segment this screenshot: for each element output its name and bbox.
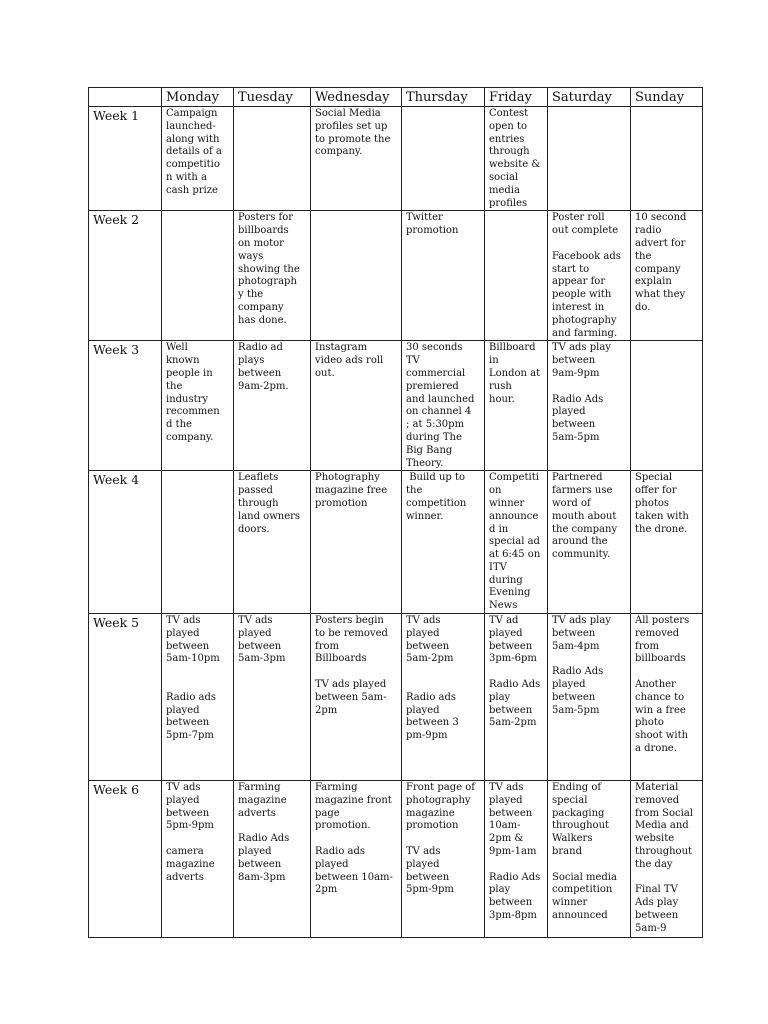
schedule-cell-week5-thursday: TV ads played between 5am-2pm Radio ads played between 3 pm-9pm: [402, 614, 485, 781]
day-header-wednesday: Wednesday: [311, 88, 402, 107]
schedule-cell-week1-tuesday: [234, 107, 311, 211]
schedule-cell-week1-wednesday: Social Media profiles set up to promote the company.: [311, 107, 402, 211]
day-header-monday: Monday: [162, 88, 234, 107]
week-label: Week 4: [89, 471, 162, 614]
schedule-cell-week3-saturday: TV ads play between 9am-9pm Radio Ads played between 5am-5pm: [548, 341, 631, 471]
week-row-3: [89, 341, 703, 471]
schedule-cell-week3-monday: Well known people in the industry recommen d the company.: [162, 341, 234, 471]
schedule-cell-week5-saturday: TV ads play between 5am-4pm Radio Ads played between 5am-5pm: [548, 614, 631, 781]
schedule-cell-week2-monday: [162, 211, 234, 341]
schedule-cell-week1-friday: Contest open to entries through website & social media profiles: [485, 107, 548, 211]
schedule-cell-week6-tuesday: Farming magazine adverts Radio Ads played between 8am-3pm: [234, 781, 311, 938]
schedule-cell-week4-sunday: Special offer for photos taken with the drone.: [631, 471, 703, 614]
schedule-cell-week3-thursday: 30 seconds TV commercial premiered and launched on channel 4 ; at 5:30pm during The Big Bang Theory.: [402, 341, 485, 471]
schedule-cell-week4-wednesday: Photography magazine free promotion: [311, 471, 402, 614]
schedule-cell-week2-saturday: Poster roll out complete Facebook ads start to appear for people with interest in photography and farming.: [548, 211, 631, 341]
schedule-cell-week2-friday: [485, 211, 548, 341]
schedule-cell-week4-tuesday: Leaflets passed through land owners doors.: [234, 471, 311, 614]
day-header-sunday: Sunday: [631, 88, 703, 107]
week-row-6: [89, 781, 703, 938]
day-header-friday: Friday: [485, 88, 548, 107]
header-row: [89, 88, 703, 107]
week-label: Week 1: [89, 107, 162, 211]
schedule-cell-week1-sunday: [631, 107, 703, 211]
schedule-cell-week1-monday: Campaign launched- along with details of a competitio n with a cash prize: [162, 107, 234, 211]
week-row-4: [89, 471, 703, 614]
day-header-thursday: Thursday: [402, 88, 485, 107]
schedule-cell-week6-wednesday: Farming magazine front page promotion. Radio ads played between 10am- 2pm: [311, 781, 402, 938]
corner-cell: [89, 88, 162, 107]
schedule-cell-week3-wednesday: Instagram video ads roll out.: [311, 341, 402, 471]
week-label: Week 5: [89, 614, 162, 781]
schedule-cell-week4-monday: [162, 471, 234, 614]
schedule-cell-week3-tuesday: Radio ad plays between 9am-2pm.: [234, 341, 311, 471]
schedule-cell-week5-sunday: All posters removed from billboards Another chance to win a free photo shoot with a drone.: [631, 614, 703, 781]
schedule-cell-week6-monday: TV ads played between 5pm-9pm camera magazine adverts: [162, 781, 234, 938]
schedule-cell-week2-thursday: Twitter promotion: [402, 211, 485, 341]
week-label: Week 2: [89, 211, 162, 341]
schedule-cell-week5-tuesday: TV ads played between 5am-3pm: [234, 614, 311, 781]
week-row-2: [89, 211, 703, 341]
schedule-cell-week2-tuesday: Posters for billboards on motor ways showing the photograph y the company has done.: [234, 211, 311, 341]
day-header-tuesday: Tuesday: [234, 88, 311, 107]
schedule-cell-week5-monday: TV ads played between 5am-10pm Radio ads played between 5pm-7pm: [162, 614, 234, 781]
day-header-saturday: Saturday: [548, 88, 631, 107]
schedule-cell-week4-thursday: Build up to the competition winner.: [402, 471, 485, 614]
schedule-cell-week6-thursday: Front page of photography magazine promotion TV ads played between 5pm-9pm: [402, 781, 485, 938]
schedule-cell-week6-saturday: Ending of special packaging throughout Walkers brand Social media competition winner announced: [548, 781, 631, 938]
week-row-1: [89, 107, 703, 211]
week-row-5: [89, 614, 703, 781]
schedule-cell-week6-friday: TV ads played between 10am- 2pm & 9pm-1am Radio Ads play between 3pm-8pm: [485, 781, 548, 938]
week-label: Week 6: [89, 781, 162, 938]
schedule-cell-week1-saturday: [548, 107, 631, 211]
schedule-cell-week3-friday: Billboard in London at rush hour.: [485, 341, 548, 471]
schedule-cell-week2-wednesday: [311, 211, 402, 341]
schedule-cell-week6-sunday: Material removed from Social Media and website throughout the day Final TV Ads play between 5am-9: [631, 781, 703, 938]
week-label: Week 3: [89, 341, 162, 471]
schedule-cell-week5-friday: TV ad played between 3pm-6pm Radio Ads play between 5am-2pm: [485, 614, 548, 781]
schedule-cell-week1-thursday: [402, 107, 485, 211]
schedule-cell-week4-friday: Competiti on winner announce d in special ad at 6:45 on ITV during Evening News: [485, 471, 548, 614]
schedule-cell-week5-wednesday: Posters begin to be removed from Billboards TV ads played between 5am- 2pm: [311, 614, 402, 781]
schedule-cell-week3-sunday: [631, 341, 703, 471]
schedule-cell-week4-saturday: Partnered farmers use word of mouth about the company around the community.: [548, 471, 631, 614]
schedule-cell-week2-sunday: 10 second radio advert for the company explain what they do.: [631, 211, 703, 341]
campaign-schedule-table: [88, 87, 703, 938]
